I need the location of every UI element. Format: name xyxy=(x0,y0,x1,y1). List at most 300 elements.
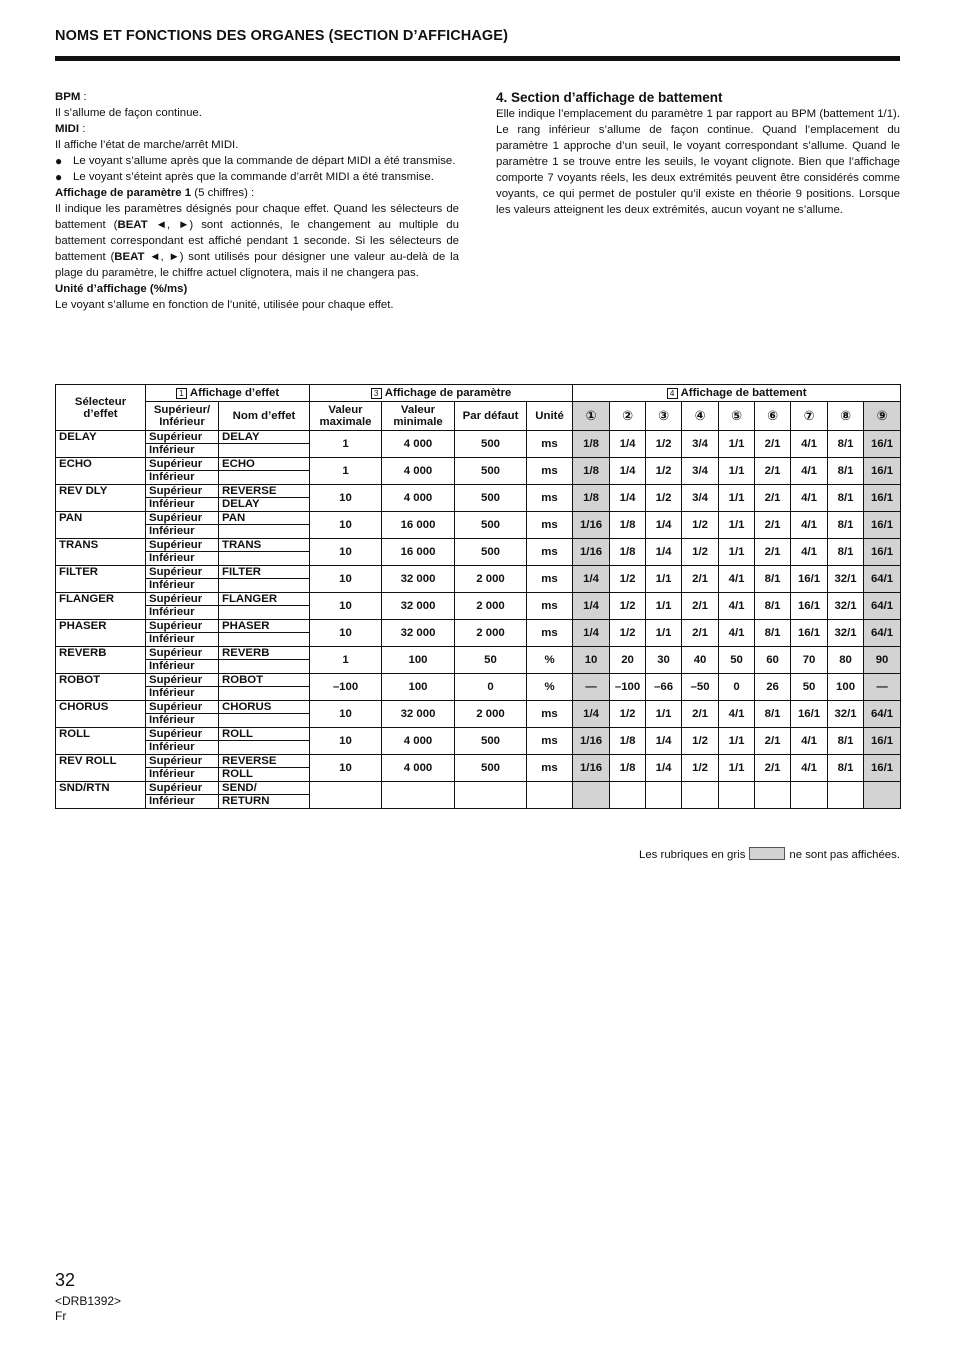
effect-cell: FILTER xyxy=(56,566,146,593)
effect-cell: ROBOT xyxy=(56,674,146,701)
table-row xyxy=(56,458,901,471)
midi-bullet xyxy=(55,153,459,169)
effect-cell: SND/RTN xyxy=(56,782,146,809)
beat-cell: 8/1 xyxy=(828,755,864,782)
max-value-cell xyxy=(310,782,382,809)
beat-cell: 1/16 xyxy=(573,755,610,782)
beat-cell: 4/1 xyxy=(719,593,755,620)
effect-cell: REVERB xyxy=(56,647,146,674)
effect-name-bottom-cell xyxy=(219,579,310,593)
bullet-dot-icon: ● xyxy=(55,170,63,184)
effect-name-top-cell: ROLL xyxy=(219,728,310,741)
table-header-row xyxy=(56,402,901,431)
beat-cell: 1/2 xyxy=(610,620,646,647)
beat-cell: 32/1 xyxy=(828,566,864,593)
beat-cell: 16/1 xyxy=(791,566,828,593)
header-default: Par défaut xyxy=(455,402,527,431)
default-value-cell xyxy=(455,782,527,809)
beat-cell: 1/1 xyxy=(646,620,682,647)
min-value-cell xyxy=(382,782,455,809)
effect-cell: DELAY xyxy=(56,431,146,458)
position-bottom-cell: Inférieur xyxy=(146,795,219,809)
beat-cell: 1/8 xyxy=(610,512,646,539)
effect-name-top-cell: REVERSE xyxy=(219,485,310,498)
beat-cell: 16/1 xyxy=(864,458,901,485)
beat-cell: 1/8 xyxy=(610,539,646,566)
beat-cell: 1/4 xyxy=(610,458,646,485)
effect-name-top-cell: ROBOT xyxy=(219,674,310,687)
beat-cell: 8/1 xyxy=(755,620,791,647)
beat-cell: 1/4 xyxy=(573,701,610,728)
effect-name-bottom-cell: RETURN xyxy=(219,795,310,809)
min-value-cell: 16 000 xyxy=(382,512,455,539)
beat-cell xyxy=(864,782,901,809)
midi-heading xyxy=(55,121,459,137)
table-row xyxy=(56,485,901,498)
beat-cell: 16/1 xyxy=(864,728,901,755)
min-value-cell: 16 000 xyxy=(382,539,455,566)
effect-name-bottom-cell xyxy=(219,606,310,620)
beat-cell: 4/1 xyxy=(719,701,755,728)
beat-cell: 4/1 xyxy=(791,485,828,512)
header-unit: Unité xyxy=(527,402,573,431)
header-beat-col: ② xyxy=(610,402,646,431)
min-value-cell: 4 000 xyxy=(382,458,455,485)
effect-cell: REV ROLL xyxy=(56,755,146,782)
beat-cell: 1/2 xyxy=(682,755,719,782)
param-label: Affichage de paramètre 1 xyxy=(55,187,192,199)
effects-table-body xyxy=(56,431,901,809)
min-value-cell: 4 000 xyxy=(382,728,455,755)
beat-cell xyxy=(682,782,719,809)
effect-name-bottom-cell xyxy=(219,552,310,566)
beat-cell: 1/4 xyxy=(573,620,610,647)
table-row xyxy=(56,674,901,687)
max-value-cell: 10 xyxy=(310,593,382,620)
beat-cell: 1/1 xyxy=(719,512,755,539)
bpm-text: Il s’allume de façon continue. xyxy=(55,107,202,119)
effect-name-top-cell: FLANGER xyxy=(219,593,310,606)
unit-cell: ms xyxy=(527,485,573,512)
beat-right-label: ► xyxy=(178,219,190,231)
beat-cell: 1/16 xyxy=(573,512,610,539)
beat-cell: 2/1 xyxy=(755,431,791,458)
beat-cell: 80 xyxy=(828,647,864,674)
beat-cell xyxy=(573,782,610,809)
position-bottom-cell: Inférieur xyxy=(146,552,219,566)
beat-cell: 16/1 xyxy=(791,620,828,647)
table-row xyxy=(56,566,901,579)
beat-cell: 30 xyxy=(646,647,682,674)
gray-note xyxy=(480,847,900,862)
max-value-cell: 10 xyxy=(310,620,382,647)
beat-right-label: ► xyxy=(168,251,180,263)
effect-name-top-cell: ECHO xyxy=(219,458,310,471)
beat-cell: 4/1 xyxy=(791,431,828,458)
beat-cell: 2/1 xyxy=(755,458,791,485)
position-bottom-cell: Inférieur xyxy=(146,606,219,620)
default-value-cell: 500 xyxy=(455,512,527,539)
beat-cell: 4/1 xyxy=(791,458,828,485)
unit-cell: ms xyxy=(527,755,573,782)
header-beat-col: ③ xyxy=(646,402,682,431)
beat-cell: 1/4 xyxy=(573,593,610,620)
effect-cell: PAN xyxy=(56,512,146,539)
midi-label: MIDI xyxy=(55,123,80,135)
beat-cell: 1/2 xyxy=(646,458,682,485)
beat-cell: 1/8 xyxy=(610,755,646,782)
unit-cell xyxy=(527,782,573,809)
unit-cell: ms xyxy=(527,431,573,458)
beat-cell: 1/4 xyxy=(610,485,646,512)
position-top-cell: Supérieur xyxy=(146,620,219,633)
table-row xyxy=(56,782,901,795)
header-beat-col: ① xyxy=(573,402,610,431)
effect-cell: ROLL xyxy=(56,728,146,755)
beat-cell: 16/1 xyxy=(864,539,901,566)
beat-cell: 8/1 xyxy=(755,593,791,620)
position-top-cell: Supérieur xyxy=(146,512,219,525)
beat-cell: 2/1 xyxy=(755,728,791,755)
effect-name-top-cell: PAN xyxy=(219,512,310,525)
beat-cell: 1/4 xyxy=(646,539,682,566)
position-top-cell: Supérieur xyxy=(146,647,219,660)
table-row xyxy=(56,512,901,525)
beat-cell: –100 xyxy=(610,674,646,701)
position-bottom-cell: Inférieur xyxy=(146,660,219,674)
bullet-dot-icon: ● xyxy=(55,154,63,168)
beat-cell: 1/1 xyxy=(646,593,682,620)
effects-table xyxy=(55,384,901,809)
max-value-cell: 1 xyxy=(310,458,382,485)
position-top-cell: Supérieur xyxy=(146,728,219,741)
note-after: ne sont pas affichées. xyxy=(789,849,900,861)
beat-cell: 2/1 xyxy=(682,620,719,647)
position-top-cell: Supérieur xyxy=(146,755,219,768)
section-title: 4. Section d’affichage de battement xyxy=(496,90,723,105)
beat-cell: 10 xyxy=(573,647,610,674)
beat-cell: 1/2 xyxy=(646,431,682,458)
max-value-cell: 10 xyxy=(310,701,382,728)
param-comma: , xyxy=(166,219,179,231)
beat-cell: 1/2 xyxy=(682,539,719,566)
beat-cell: 32/1 xyxy=(828,701,864,728)
effect-cell: REV DLY xyxy=(56,485,146,512)
position-bottom-cell: Inférieur xyxy=(146,471,219,485)
beat-cell: 2/1 xyxy=(682,701,719,728)
position-top-cell: Supérieur xyxy=(146,539,219,552)
header-group-label: Affichage d’effet xyxy=(189,387,280,399)
beat-cell: 16/1 xyxy=(791,701,828,728)
beat-left-label: BEAT ◄ xyxy=(117,219,167,231)
gray-swatch xyxy=(749,847,785,860)
beat-cell: 3/4 xyxy=(682,458,719,485)
position-top-cell: Supérieur xyxy=(146,782,219,795)
doc-code-text: <DRB1392> xyxy=(55,1294,122,1308)
beat-cell: 32/1 xyxy=(828,620,864,647)
midi-sep: : xyxy=(79,123,86,135)
beat-cell: 8/1 xyxy=(828,431,864,458)
table-row xyxy=(56,728,901,741)
effect-cell: TRANS xyxy=(56,539,146,566)
effect-cell: CHORUS xyxy=(56,701,146,728)
beat-cell: 8/1 xyxy=(828,728,864,755)
default-value-cell: 2 000 xyxy=(455,620,527,647)
position-bottom-cell: Inférieur xyxy=(146,579,219,593)
beat-cell: 1/16 xyxy=(573,539,610,566)
box-number: 1 xyxy=(176,388,187,399)
beat-cell: 1/1 xyxy=(646,701,682,728)
effect-name-top-cell: REVERSE xyxy=(219,755,310,768)
position-top-cell: Supérieur xyxy=(146,458,219,471)
header-beat-col: ④ xyxy=(682,402,719,431)
min-value-cell: 4 000 xyxy=(382,431,455,458)
beat-cell: 4/1 xyxy=(719,566,755,593)
unit-cell: ms xyxy=(527,593,573,620)
unit-cell: % xyxy=(527,647,573,674)
right-column xyxy=(496,89,900,218)
section-text: Elle indique l’emplacement du paramètre 1 par rapport au BPM (battement 1/1). Le rang inférieur s’allume de façon continue. Quand l’emplacement du paramètre 1 approche d’un seuil, le voyant correspondant s’allume. Quand le paramètre 1 se trouve entre les seuils, le voyant clignote. Bien que l’affichage comporte 7 voyants réels, les deux extrémités peuvent être considérés comme voyants, ce qui permet de postuler qu’il existe en théorie 9 positions. Lorsque les valeurs atteignent les deux extrémités, aucun voyant ne s’allume. xyxy=(496,108,900,216)
beat-cell: 3/4 xyxy=(682,431,719,458)
param-text xyxy=(55,201,459,281)
max-value-cell: 10 xyxy=(310,728,382,755)
position-top-cell: Supérieur xyxy=(146,593,219,606)
beat-cell: 1/8 xyxy=(573,458,610,485)
beat-cell: 1/2 xyxy=(646,485,682,512)
beat-cell xyxy=(610,782,646,809)
effect-name-bottom-cell xyxy=(219,741,310,755)
beat-cell xyxy=(719,782,755,809)
beat-cell: 90 xyxy=(864,647,901,674)
beat-cell: 8/1 xyxy=(828,458,864,485)
unit-cell: % xyxy=(527,674,573,701)
beat-cell: 2/1 xyxy=(755,485,791,512)
beat-cell: 60 xyxy=(755,647,791,674)
beat-cell: 2/1 xyxy=(682,593,719,620)
beat-cell: 70 xyxy=(791,647,828,674)
max-value-cell: 10 xyxy=(310,512,382,539)
bpm-heading xyxy=(55,89,459,105)
doc-lang: Fr xyxy=(55,1309,67,1323)
header-beat-col: ⑨ xyxy=(864,402,901,431)
effect-name-bottom-cell xyxy=(219,714,310,728)
beat-cell: 1/4 xyxy=(646,512,682,539)
beat-cell: 8/1 xyxy=(755,701,791,728)
header-beat-col: ⑤ xyxy=(719,402,755,431)
beat-cell: 1/2 xyxy=(610,701,646,728)
default-value-cell: 2 000 xyxy=(455,566,527,593)
beat-cell: 8/1 xyxy=(828,539,864,566)
beat-cell: 2/1 xyxy=(755,512,791,539)
position-bottom-cell: Inférieur xyxy=(146,498,219,512)
beat-cell xyxy=(646,782,682,809)
beat-cell: 1/16 xyxy=(573,728,610,755)
beat-cell: 4/1 xyxy=(791,728,828,755)
beat-cell: 1/1 xyxy=(719,728,755,755)
beat-cell: 16/1 xyxy=(864,485,901,512)
unit-heading xyxy=(55,281,459,297)
position-top-cell: Supérieur xyxy=(146,485,219,498)
beat-cell: 32/1 xyxy=(828,593,864,620)
default-value-cell: 2 000 xyxy=(455,701,527,728)
unit-cell: ms xyxy=(527,512,573,539)
beat-cell: 0 xyxy=(719,674,755,701)
max-value-cell: 1 xyxy=(310,431,382,458)
position-bottom-cell: Inférieur xyxy=(146,633,219,647)
header-max: Valeur maximale xyxy=(310,402,382,431)
beat-cell: 4/1 xyxy=(791,539,828,566)
box-number: 4 xyxy=(667,388,678,399)
default-value-cell: 500 xyxy=(455,485,527,512)
param-text-c: ) sont utilisés pour désigner une valeur au-delà de la plage du paramètre, le chiffre actuel clignotera, mais il ne changera pas. xyxy=(55,251,459,279)
min-value-cell: 32 000 xyxy=(382,620,455,647)
beat-cell: 16/1 xyxy=(864,512,901,539)
header-name: Nom d’effet xyxy=(219,402,310,431)
effect-name-bottom-cell xyxy=(219,471,310,485)
max-value-cell: –100 xyxy=(310,674,382,701)
max-value-cell: 10 xyxy=(310,539,382,566)
beat-cell: 50 xyxy=(719,647,755,674)
beat-cell: 64/1 xyxy=(864,701,901,728)
unit-cell: ms xyxy=(527,458,573,485)
bpm-label: BPM xyxy=(55,91,81,103)
beat-cell: 16/1 xyxy=(864,431,901,458)
effect-name-top-cell: REVERB xyxy=(219,647,310,660)
default-value-cell: 500 xyxy=(455,755,527,782)
beat-cell: 1/8 xyxy=(573,485,610,512)
effect-name-bottom-cell: ROLL xyxy=(219,768,310,782)
midi-bullet-text: Le voyant s’allume après que la commande de départ MIDI a été transmise. xyxy=(73,155,456,167)
param-comma: , xyxy=(160,251,169,263)
beat-cell: 1/2 xyxy=(610,593,646,620)
min-value-cell: 100 xyxy=(382,674,455,701)
beat-cell: 16/1 xyxy=(791,593,828,620)
effect-name-top-cell: PHASER xyxy=(219,620,310,633)
beat-cell: 20 xyxy=(610,647,646,674)
min-value-cell: 32 000 xyxy=(382,593,455,620)
page-number: 32 xyxy=(55,1270,76,1290)
beat-cell: –50 xyxy=(682,674,719,701)
beat-cell: 4/1 xyxy=(791,512,828,539)
header-beat-col: ⑥ xyxy=(755,402,791,431)
header-rule xyxy=(55,56,900,61)
beat-cell xyxy=(791,782,828,809)
effect-name-bottom-cell xyxy=(219,660,310,674)
min-value-cell: 100 xyxy=(382,647,455,674)
effect-name-bottom-cell xyxy=(219,525,310,539)
effect-cell: FLANGER xyxy=(56,593,146,620)
effect-name-bottom-cell xyxy=(219,444,310,458)
header-group-param xyxy=(310,385,573,402)
table-row xyxy=(56,701,901,714)
table-row xyxy=(56,755,901,768)
table-row xyxy=(56,431,901,444)
param-text-b: ) sont actionnés, le changement au multiple du battement correspondant est affiché pendant 1 seconde. Si les sélecteurs de battement ( xyxy=(55,219,459,263)
beat-cell: 1/4 xyxy=(610,431,646,458)
beat-cell: 2/1 xyxy=(682,566,719,593)
beat-cell: 64/1 xyxy=(864,593,901,620)
table-header-row xyxy=(56,385,901,402)
beat-cell: 4/1 xyxy=(719,620,755,647)
beat-left-label: BEAT ◄ xyxy=(114,251,161,263)
default-value-cell: 500 xyxy=(455,431,527,458)
max-value-cell: 10 xyxy=(310,755,382,782)
bpm-sep: : xyxy=(80,91,87,103)
beat-cell: — xyxy=(864,674,901,701)
unit-cell: ms xyxy=(527,539,573,566)
header-beat-col: ⑧ xyxy=(828,402,864,431)
effect-name-top-cell: CHORUS xyxy=(219,701,310,714)
midi-text: Il affiche l’état de marche/arrêt MIDI. xyxy=(55,139,239,151)
min-value-cell: 4 000 xyxy=(382,485,455,512)
position-bottom-cell: Inférieur xyxy=(146,687,219,701)
beat-cell: 1/2 xyxy=(682,728,719,755)
box-number: 3 xyxy=(371,388,382,399)
beat-cell: 16/1 xyxy=(864,755,901,782)
beat-cell: — xyxy=(573,674,610,701)
beat-cell: 26 xyxy=(755,674,791,701)
table-row xyxy=(56,647,901,660)
beat-cell: 4/1 xyxy=(791,755,828,782)
note-before: Les rubriques en gris xyxy=(639,849,746,861)
beat-cell: 2/1 xyxy=(755,755,791,782)
position-top-cell: Supérieur xyxy=(146,674,219,687)
effect-cell: ECHO xyxy=(56,458,146,485)
beat-cell: 1/1 xyxy=(719,485,755,512)
page-header-title: NOMS ET FONCTIONS DES ORGANES (SECTION D’AFFICHAGE) xyxy=(55,28,508,44)
header-group-effect xyxy=(146,385,310,402)
position-top-cell: Supérieur xyxy=(146,431,219,444)
effect-name-top-cell: TRANS xyxy=(219,539,310,552)
position-bottom-cell: Inférieur xyxy=(146,741,219,755)
default-value-cell: 2 000 xyxy=(455,593,527,620)
beat-cell: 1/2 xyxy=(682,512,719,539)
table-row xyxy=(56,620,901,633)
position-bottom-cell: Inférieur xyxy=(146,444,219,458)
table-row xyxy=(56,539,901,552)
beat-cell: 1/1 xyxy=(646,566,682,593)
unit-cell: ms xyxy=(527,566,573,593)
effect-name-bottom-cell: DELAY xyxy=(219,498,310,512)
effect-name-bottom-cell xyxy=(219,687,310,701)
beat-cell: 1/2 xyxy=(610,566,646,593)
effect-cell: PHASER xyxy=(56,620,146,647)
beat-cell: 8/1 xyxy=(828,512,864,539)
default-value-cell: 500 xyxy=(455,728,527,755)
param-suffix: (5 chiffres) : xyxy=(191,187,255,199)
default-value-cell: 500 xyxy=(455,458,527,485)
position-top-cell: Supérieur xyxy=(146,566,219,579)
beat-cell xyxy=(828,782,864,809)
beat-cell: 8/1 xyxy=(828,485,864,512)
default-value-cell: 0 xyxy=(455,674,527,701)
beat-cell xyxy=(755,782,791,809)
beat-cell: 3/4 xyxy=(682,485,719,512)
doc-code xyxy=(55,1294,121,1324)
unit-text: Le voyant s’allume en fonction de l’unité, utilisée pour chaque effet. xyxy=(55,299,394,311)
param-heading xyxy=(55,185,459,201)
beat-cell: 1/1 xyxy=(719,431,755,458)
effect-name-top-cell: FILTER xyxy=(219,566,310,579)
param-text-a: Il indique les paramètres désignés pour chaque effet. Quand les sélecteurs de battement ( xyxy=(55,203,459,231)
effect-name-bottom-cell xyxy=(219,633,310,647)
beat-cell: 1/8 xyxy=(610,728,646,755)
position-bottom-cell: Inférieur xyxy=(146,714,219,728)
max-value-cell: 1 xyxy=(310,647,382,674)
unit-cell: ms xyxy=(527,701,573,728)
header-min: Valeur minimale xyxy=(382,402,455,431)
default-value-cell: 50 xyxy=(455,647,527,674)
